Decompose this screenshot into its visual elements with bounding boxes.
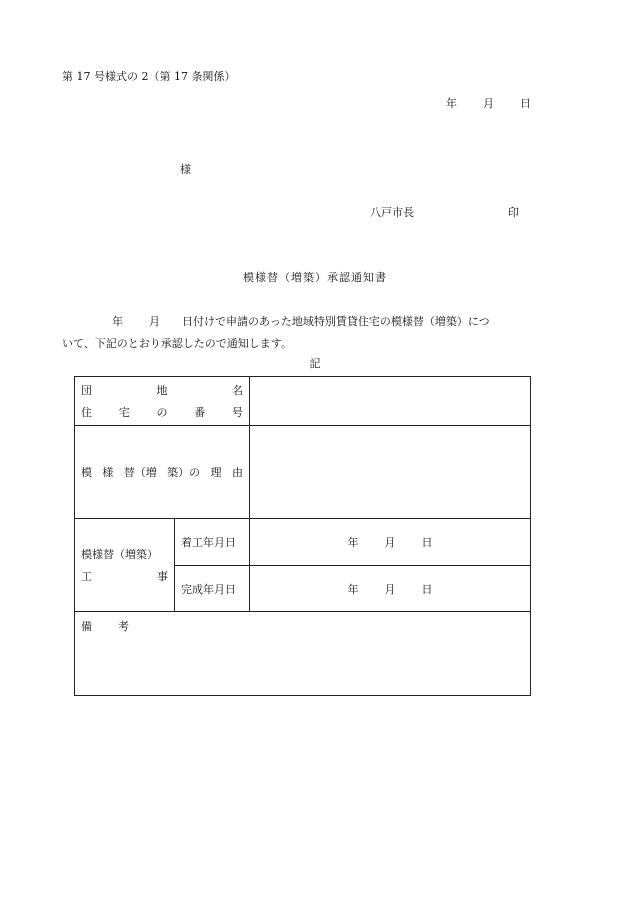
issue-date-year: 年 bbox=[446, 97, 457, 110]
remarks-label-1: 備 bbox=[81, 620, 92, 633]
document-title: 模様替（増築）承認通知書 bbox=[243, 271, 387, 284]
house-number-label: 住 宅 の 番 号 bbox=[81, 406, 243, 419]
body-line-1 bbox=[112, 313, 490, 329]
issue-date-day: 日 bbox=[520, 97, 531, 110]
row-danchi bbox=[75, 377, 531, 426]
reason-label-cell bbox=[75, 426, 250, 519]
works-label-b: 工 事 bbox=[81, 570, 168, 583]
row-reason bbox=[75, 426, 531, 519]
row-start-date bbox=[75, 519, 531, 566]
issue-date bbox=[446, 95, 531, 111]
remarks-cell[interactable] bbox=[75, 612, 531, 696]
danchi-name-label: 団 地 名 bbox=[81, 384, 243, 397]
reason-label: 模 様 替（増 築）の 理 由 bbox=[81, 466, 243, 479]
complete-date-value[interactable]: 年 月 日 bbox=[250, 566, 531, 612]
danchi-value-cell[interactable] bbox=[250, 377, 531, 426]
start-date-label: 着工年月日 bbox=[175, 519, 250, 566]
body-year: 年 bbox=[112, 315, 123, 328]
body-line-1-text: 日付けで申請のあった地域特別賃貸住宅の模様替（増築）につ bbox=[182, 315, 490, 328]
danchi-label-cell bbox=[75, 377, 250, 426]
remarks-label-2: 考 bbox=[118, 620, 129, 633]
start-date-value[interactable]: 年 月 日 bbox=[250, 519, 531, 566]
issuer-name: 八戸市長 bbox=[370, 206, 414, 219]
addressee-honorific: 様 bbox=[180, 163, 191, 176]
body-line-2: いて、下記のとおり承認したので通知します。 bbox=[62, 337, 292, 350]
works-label-a: 模様替（増築） bbox=[81, 548, 158, 561]
form-number: 第 17 号様式の 2（第 17 条関係） bbox=[62, 70, 236, 83]
issue-date-month: 月 bbox=[483, 97, 494, 110]
body-month: 月 bbox=[149, 315, 160, 328]
complete-date-label: 完成年月日 bbox=[175, 566, 250, 612]
works-label-cell bbox=[75, 519, 175, 612]
seal-mark: 印 bbox=[508, 206, 519, 219]
row-remarks bbox=[75, 612, 531, 696]
form-table bbox=[74, 376, 531, 696]
reason-value-cell[interactable] bbox=[250, 426, 531, 519]
ki-heading: 記 bbox=[309, 357, 321, 370]
